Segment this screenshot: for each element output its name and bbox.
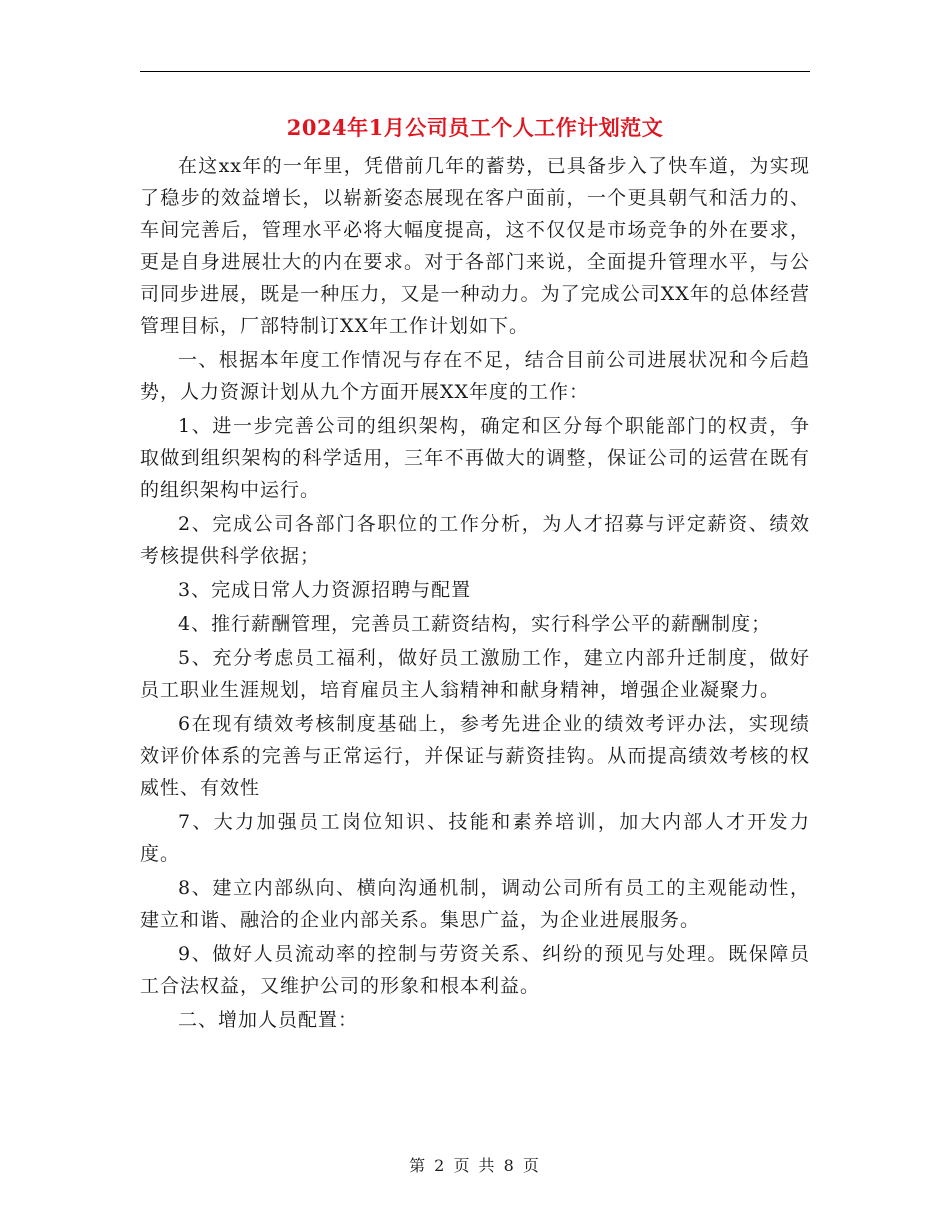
header-rule — [140, 71, 810, 72]
paragraph-item-4: 4、推行薪酬管理，完善员工薪资结构，实行科学公平的薪酬制度； — [178, 613, 772, 635]
paragraph-section-two: 二、增加人员配置： — [178, 1009, 359, 1031]
paragraph-item-5: 5、充分考虑员工福利，做好员工激励工作，建立内部升迁制度，做好员工职业生涯规划，培育雇员主人翁精神和献身精神，增强企业凝聚力。 — [140, 647, 810, 701]
paragraph-item-9: 9、做好人员流动率的控制与劳资关系、纠纷的预见与处理。既保障员工合法权益，又维护公司的形象和根本利益。 — [140, 943, 810, 997]
paragraph-item-7: 7、大力加强员工岗位知识、技能和素养培训，加大内部人才开发力度。 — [140, 811, 810, 865]
paragraph-item-1: 1、进一步完善公司的组织架构，确定和区分每个职能部门的权责，争取做到组织架构的科学适用，三年不再做大的调整，保证公司的运营在既有的组织架构中运行。 — [140, 415, 810, 501]
paragraph-intro: 在这xx年的一年里，凭借前几年的蓄势，已具备步入了快车道，为实现了稳步的效益增长，以崭新姿态展现在客户面前，一个更具朝气和活力的、车间完善后，管理水平必将大幅度提高，这不仅仅是市场竞争的外在要求，更是自身进展壮大的内在要求。对于各部门来说，全面提升管理水平，与公司同步进展，既是一种压力，又是一种动力。为了完成公司XX年的总体经营管理目标，厂部特制订XX年工作计划如下。 — [140, 155, 810, 337]
paragraph-item-2: 2、完成公司各部门各职位的工作分析，为人才招募与评定薪资、绩效考核提供科学依据； — [140, 513, 810, 567]
document-body — [140, 150, 810, 1038]
document-title: 2024年1月公司员工个人工作计划范文 — [286, 115, 664, 140]
page-number: 第 2 页 共 8 页 — [409, 1156, 541, 1175]
paragraph-section-one: 一、根据本年度工作情况与存在不足，结合目前公司进展状况和今后趋势，人力资源计划从九个方面开展XX年度的工作： — [140, 349, 810, 403]
paragraph-item-3: 3、完成日常人力资源招聘与配置 — [178, 579, 472, 601]
paragraph-item-8: 8、建立内部纵向、横向沟通机制，调动公司所有员工的主观能动性，建立和谐、融洽的企业内部关系。集思广益，为企业进展服务。 — [140, 877, 810, 931]
paragraph-item-6: 6在现有绩效考核制度基础上，参考先进企业的绩效考评办法，实现绩效评价体系的完善与正常运行，并保证与薪资挂钩。从而提高绩效考核的权威性、有效性 — [140, 713, 810, 799]
